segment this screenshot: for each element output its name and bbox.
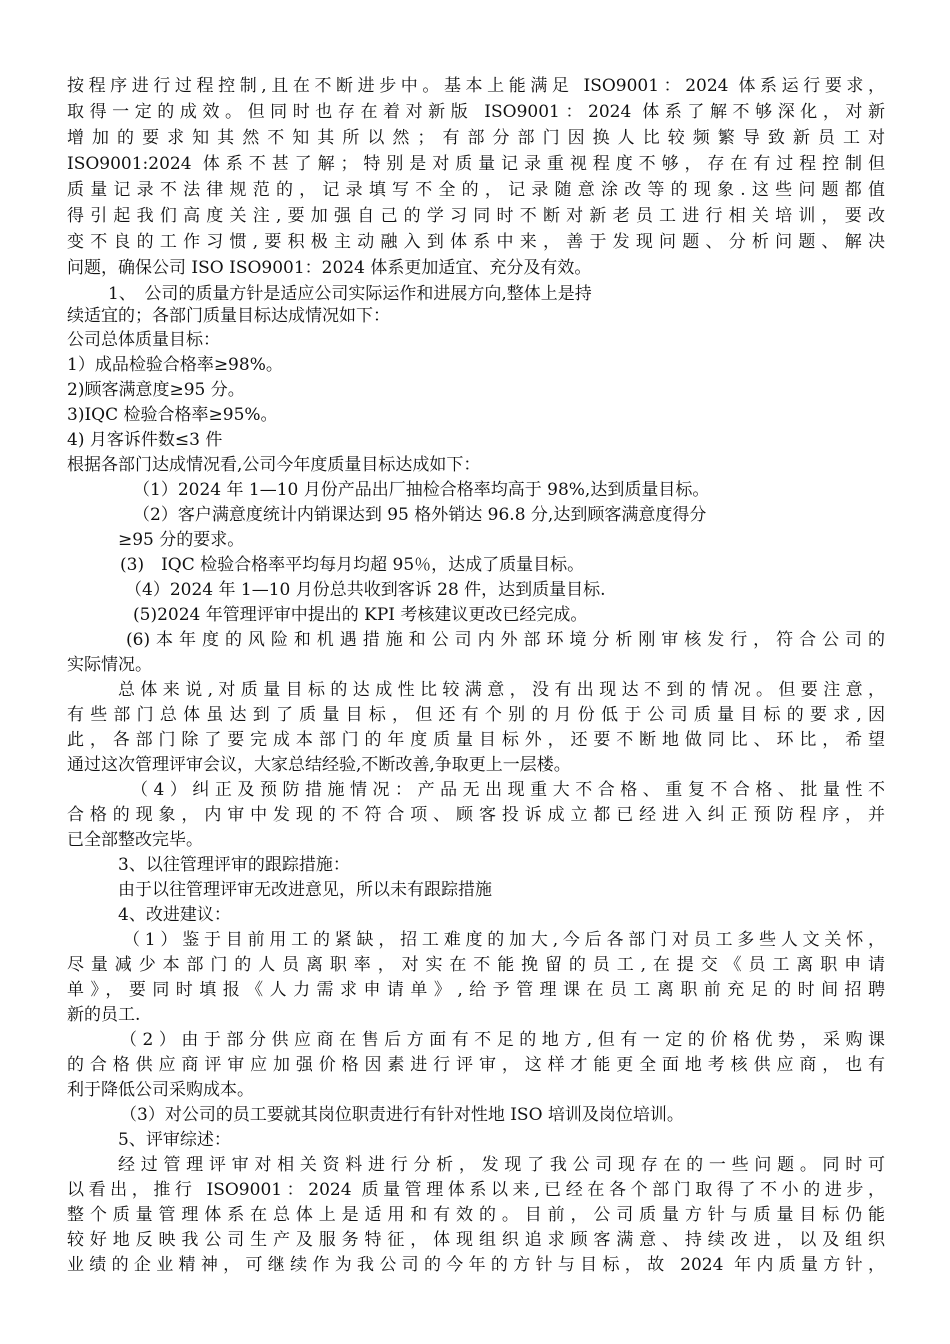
list-item: 3)IQC 检验合格率≥95%。 <box>67 405 278 425</box>
body-text-line: 此，各部门除了要完成本部门的年度质量目标外，还要不断地做同比、环比，希望 <box>67 730 885 750</box>
body-text-line: 已全部整改完毕。 <box>67 830 203 850</box>
body-text-line: 经过管理评审对相关资料进行分析，发现了我公司现存在的一些问题。同时可 <box>118 1155 885 1175</box>
body-text-line: 根据各部门达成情况看,公司今年度质量目标达成如下： <box>67 455 481 475</box>
list-item: （1）2024 年 1—10 月份产品出厂抽检合格率均高于 98%,达到质量目标。 <box>133 480 710 500</box>
list-item: (3) IQC 检验合格率平均每月均超 95％，达成了质量目标。 <box>120 555 585 575</box>
body-text-line: 整个质量管理体系在总体上是适用和有效的。目前，公司质量方针与质量目标仍能 <box>67 1205 885 1225</box>
body-text-line: 得引起我们高度关注,要加强自己的学习同时不断对新老员工进行相关培训，要改 <box>67 206 885 226</box>
body-text-line: 变不良的工作习惯,要积极主动融入到体系中来，善于发现问题、分析问题、解决 <box>67 232 885 252</box>
body-text-line: 较好地反映我公司生产及服务特征，体现组织追求顾客满意、持续改进，以及组织 <box>67 1230 885 1250</box>
list-item: 4) 月客诉件数≤3 件 <box>67 430 223 450</box>
body-text-line: 合格的现象，内审中发现的不符合项、顾客投诉成立都已经进入纠正预防程序，并 <box>67 805 885 825</box>
body-text-line: 按程序进行过程控制,且在不断进步中。基本上能满足 ISO9001：2024 体系运行要求， <box>67 76 885 96</box>
section-heading: 4、改进建议： <box>118 905 231 925</box>
list-item: （4）纠正及预防措施情况：产品无出现重大不合格、重复不合格、批量性不 <box>131 780 885 800</box>
body-text-line: ISO9001:2024 体系不甚了解；特别是对质量记录重视程度不够，存在有过程控制但 <box>67 154 885 174</box>
body-text-line: 业绩的企业精神，可继续作为我公司的今年的方针与目标，故 2024 年内质量方针， <box>67 1255 885 1275</box>
body-text-line: 总体来说,对质量目标的达成性比较满意，没有出现达不到的情况。但要注意， <box>118 680 885 700</box>
body-text-line: 以看出，推行 ISO9001：2024 质量管理体系以来,已经在各个部门取得了不小的进步， <box>67 1180 885 1200</box>
body-text-line: 尽量减少本部门的人员离职率，对实在不能挽留的员工,在提交《员工离职申请 <box>67 955 885 975</box>
list-item: （2）由于部分供应商在售后方面有不足的地方,但有一定的价格优势，采购课 <box>120 1030 885 1050</box>
list-item: （4）2024 年 1—10 月份总共收到客诉 28 件，达到质量目标. <box>125 580 606 600</box>
list-item: 2)顾客满意度≥95 分。 <box>67 380 245 400</box>
section-heading: 1、 公司的质量方针是适应公司实际运作和进展方向,整体上是持 <box>108 284 592 304</box>
body-text-line: 公司总体质量目标： <box>67 330 220 350</box>
body-text-line: 有些部门总体虽达到了质量目标，但还有个别的月份低于公司质量目标的要求,因 <box>67 705 885 725</box>
body-text-line: 通过这次管理评审会议，大家总结经验,不断改善,争取更上一层楼。 <box>67 755 571 775</box>
list-item: (6)本年度的风险和机遇措施和公司内外部环境分析刚审核发行，符合公司的 <box>126 630 885 650</box>
body-text-line: 由于以往管理评审无改进意见，所以未有跟踪措施 <box>118 880 492 900</box>
list-item: （1）鉴于目前用工的紧缺，招工难度的加大,今后各部门对员工多些人文关怀， <box>123 930 885 950</box>
body-text-line: 取得一定的成效。但同时也存在着对新版 ISO9001：2024 体系了解不够深化，对新 <box>67 102 885 122</box>
body-text-line: 实际情况。 <box>67 655 152 675</box>
body-text-line: 的合格供应商评审应加强价格因素进行评审，这样才能更全面地考核供应商，也有 <box>67 1055 885 1075</box>
section-heading: 5、评审综述： <box>118 1130 231 1150</box>
list-item: (5)2024 年管理评审中提出的 KPI 考核建议更改已经完成。 <box>133 605 588 625</box>
body-text-line: 质量记录不法律规范的，记录填写不全的，记录随意涂改等的现象.这些问题都值 <box>67 180 885 200</box>
body-text-line: 新的员工. <box>67 1005 141 1025</box>
body-text-line: 单》，要同时填报《人力需求申请单》,给予管理课在员工离职前充足的时间招聘 <box>67 980 885 1000</box>
body-text-line: 增加的要求知其然不知其所以然；有部分部门因换人比较频繁导致新员工对 <box>67 128 885 148</box>
list-item: 1）成品检验合格率≥98%。 <box>67 355 283 375</box>
body-text-line: ≥95 分的要求。 <box>118 530 245 550</box>
body-text-line: 利于降低公司采购成本。 <box>67 1080 254 1100</box>
body-text-line: 续适宜的；各部门质量目标达成情况如下： <box>67 306 390 326</box>
body-text-line: 问题，确保公司 ISO ISO9001：2024 体系更加适宜、充分及有效。 <box>67 258 592 278</box>
list-item: （2）客户满意度统计内销课达到 95 格外销达 96.8 分,达到顾客满意度得分 <box>133 505 707 525</box>
section-heading: 3、以往管理评审的跟踪措施： <box>118 855 350 875</box>
list-item: （3）对公司的员工要就其岗位职责进行有针对性地 ISO 培训及岗位培训。 <box>120 1105 684 1125</box>
